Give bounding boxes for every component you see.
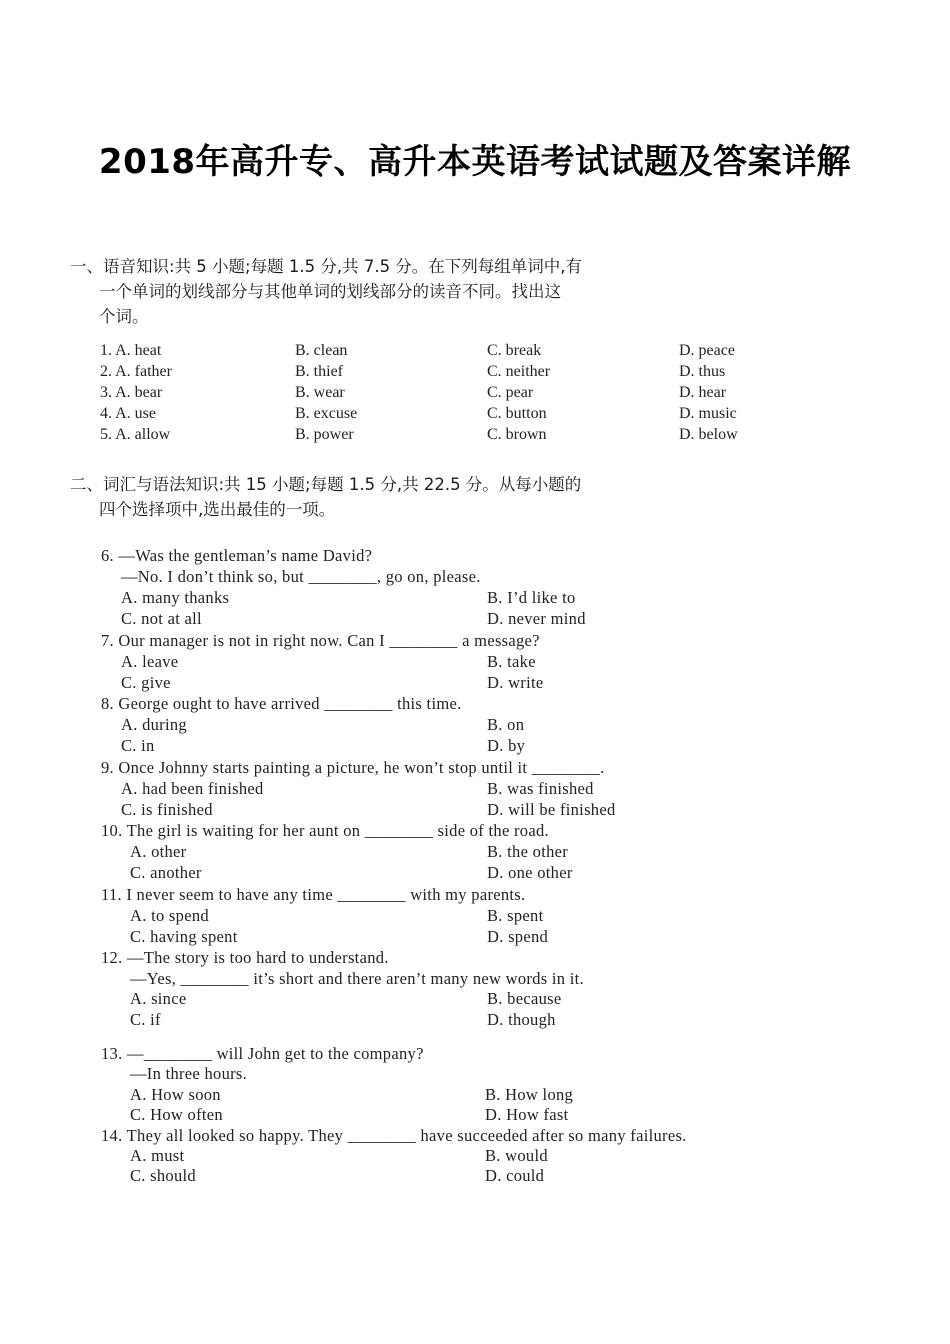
q12-stem: 12. —The story is too hard to understand. (101, 948, 389, 967)
q6-option-b: B. I’d like to (487, 588, 576, 607)
q8-option-d: D. by (487, 736, 526, 755)
q11-option-d: D. spend (487, 927, 549, 946)
phonetics-row-4 (100, 403, 800, 424)
q12-option-b: B. because (487, 989, 562, 1008)
q10-option-b: B. the other (487, 842, 569, 861)
q2-option-b: B. thief (295, 363, 343, 380)
q3-option-c: C. pear (487, 384, 534, 401)
section2-instructions (70, 472, 670, 522)
q5-option-b: B. power (295, 426, 354, 443)
q9-option-c: C. is finished (121, 800, 213, 819)
q10-stem: 10. The girl is waiting for her aunt on ________ side of the road. (101, 821, 549, 840)
q2-option-c: C. neither (487, 363, 551, 380)
q1-option-b: B. clean (295, 342, 348, 359)
q11-option-b: B. spent (487, 906, 544, 925)
section2-line-2: 四个选择项中,选出最佳的一项。 (99, 500, 336, 519)
q13-option-b: B. How long (485, 1085, 574, 1104)
q1-option-a: 1. A. heat (100, 342, 162, 359)
q3-option-b: B. wear (295, 384, 345, 401)
phonetics-questions (100, 340, 800, 445)
q12-option-c: C. if (130, 1010, 161, 1029)
q10-option-a: A. other (130, 842, 187, 861)
q4-option-a: 4. A. use (100, 405, 156, 422)
q8-option-c: C. in (121, 736, 155, 755)
q6-option-d: D. never mind (487, 609, 586, 628)
q6-option-c: C. not at all (121, 609, 202, 628)
q13-option-a: A. How soon (130, 1085, 221, 1104)
q1-option-c: C. break (487, 342, 542, 359)
phonetics-row-3 (100, 382, 800, 403)
q3-option-a: 3. A. bear (100, 384, 163, 401)
q13-reply: —In three hours. (130, 1064, 248, 1083)
q4-option-b: B. excuse (295, 405, 358, 422)
section2-line-1: 二、词汇与语法知识:共 15 小题;每题 1.5 分,共 22.5 分。从每小题的 (70, 475, 582, 494)
q8-option-a: A. during (121, 715, 187, 734)
page-title: 2018年高升专、高升本英语考试试题及答案详解 (98, 142, 852, 182)
q7-stem: 7. Our manager is not in right now. Can I ________ a message? (101, 631, 540, 650)
q11-option-c: C. having spent (130, 927, 238, 946)
q8-stem: 8. George ought to have arrived ________ this time. (101, 694, 462, 713)
q14-option-c: C. should (130, 1166, 196, 1185)
section1-instructions (70, 254, 670, 329)
q5-option-c: C. brown (487, 426, 547, 443)
q13-option-c: C. How often (130, 1105, 223, 1124)
q12-option-a: A. since (130, 989, 187, 1008)
q1-option-d: D. peace (679, 342, 735, 359)
q10-option-c: C. another (130, 863, 202, 882)
phonetics-row-5 (100, 424, 800, 445)
q6-option-a: A. many thanks (121, 588, 230, 607)
q8-option-b: B. on (487, 715, 525, 734)
q11-option-a: A. to spend (130, 906, 209, 925)
q7-option-b: B. take (487, 652, 536, 671)
q13-stem: 13. —________ will John get to the company? (101, 1044, 424, 1063)
q9-option-b: B. was finished (487, 779, 594, 798)
q4-option-d: D. music (679, 405, 737, 422)
q7-option-a: A. leave (121, 652, 179, 671)
section1-line-3: 个词。 (99, 307, 149, 326)
q7-option-c: C. give (121, 673, 171, 692)
q2-option-a: 2. A. father (100, 363, 172, 380)
q12-reply: —Yes, ________ it’s short and there aren’t many new words in it. (130, 969, 584, 988)
q12-option-d: D. though (487, 1010, 556, 1029)
phonetics-row-2 (100, 361, 800, 382)
q6-reply: —No. I don’t think so, but ________, go on, please. (121, 567, 481, 586)
q2-option-d: D. thus (679, 363, 726, 380)
q9-option-d: D. will be finished (487, 800, 616, 819)
q14-option-d: D. could (485, 1166, 545, 1185)
q4-option-c: C. button (487, 405, 547, 422)
q14-option-b: B. would (485, 1146, 548, 1165)
q3-option-d: D. hear (679, 384, 727, 401)
q5-option-d: D. below (679, 426, 738, 443)
q9-option-a: A. had been finished (121, 779, 264, 798)
q6-stem: 6. —Was the gentleman’s name David? (101, 546, 373, 565)
q7-option-d: D. write (487, 673, 544, 692)
q11-stem: 11. I never seem to have any time ________ with my parents. (101, 885, 526, 904)
q13-option-d: D. How fast (485, 1105, 569, 1124)
q14-stem: 14. They all looked so happy. They ________ have succeeded after so many failures. (101, 1126, 687, 1145)
q10-option-d: D. one other (487, 863, 573, 882)
section1-line-1: 一、语音知识:共 5 小题;每题 1.5 分,共 7.5 分。在下列每组单词中,有 (70, 257, 583, 276)
section1-line-2: 一个单词的划线部分与其他单词的划线部分的读音不同。找出这 (99, 282, 561, 301)
q9-stem: 9. Once Johnny starts painting a picture, he won’t stop until it ________. (101, 758, 605, 777)
q5-option-a: 5. A. allow (100, 426, 171, 443)
q14-option-a: A. must (130, 1146, 185, 1165)
phonetics-row-1 (100, 340, 800, 361)
